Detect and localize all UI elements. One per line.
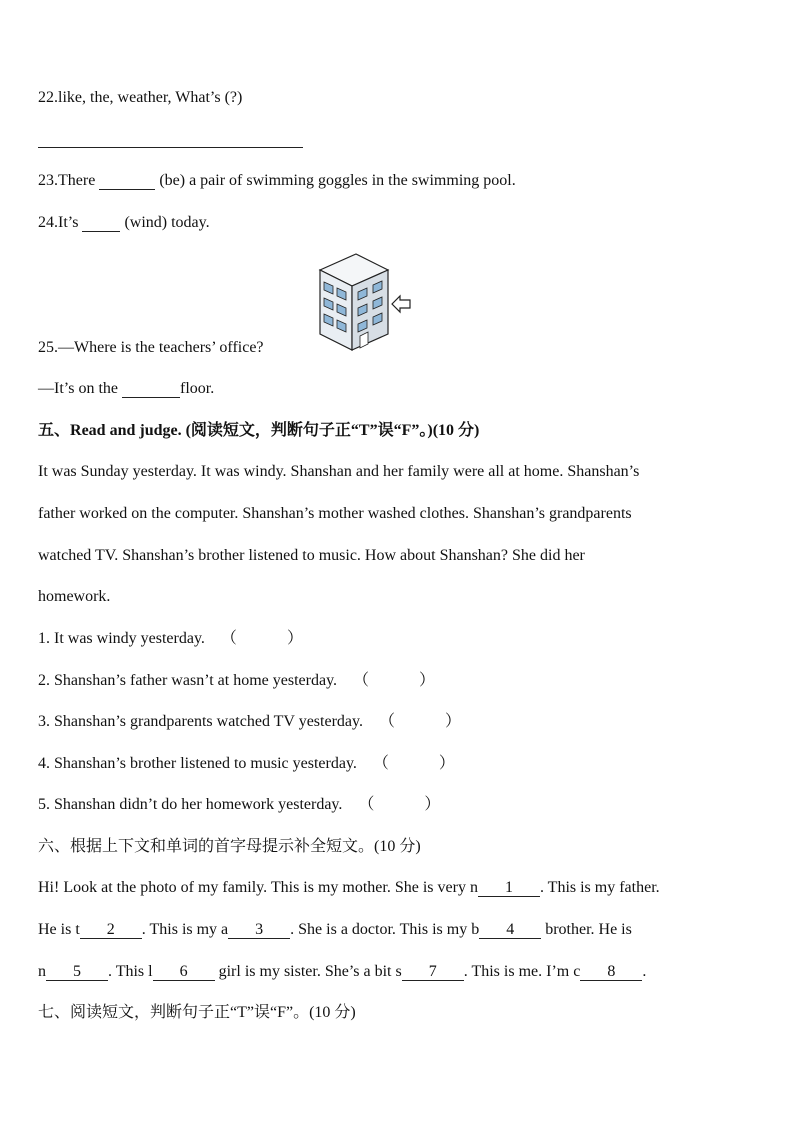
section-5-number: 五、 [38,422,71,439]
cloze-blank-7: 7 [402,964,464,981]
answer-line-22 [38,147,303,148]
section-5-heading [38,421,479,441]
question-24-text-start: 24.It’s [38,214,83,231]
question-22: 22.like, the, weather, What’s (?) [38,89,243,106]
answer-25 [38,379,214,399]
blank-24 [82,215,120,232]
open-paren: （ [353,672,370,689]
cloze-text: . This is me. I’m c [463,963,581,980]
cloze-blank-3: 3 [228,922,290,939]
passage-line: It was Sunday yesterday. It was windy. Shanshan and her family were all at home. Shanshan’s [38,463,640,480]
blank-23 [99,173,155,190]
open-paren: （ [220,630,237,647]
section-5-title-cn: (阅读短文，判断句子正“T”误“F”。)(10 分) [185,422,480,439]
answer-25-text-start: —It’s on the [38,380,122,397]
building-icon [314,250,414,352]
close-paren: ） [444,713,461,730]
close-paren: ） [438,755,455,772]
passage-line: watched TV. Shanshan’s brother listened to music. How about Shanshan? She did her [38,547,585,564]
cloze-text: . She is a doctor. This is my b [290,921,480,938]
cloze-blank-8: 8 [580,964,642,981]
close-paren: ） [424,796,441,813]
judge-item-text: 1. It was windy yesterday. [38,630,205,647]
judge-item-3 [38,712,461,732]
question-24 [38,213,210,233]
cloze-blank-1: 1 [478,880,540,897]
judge-item-text: 5. Shanshan didn’t do her homework yesterday. [38,796,343,813]
cloze-line-2 [38,920,632,940]
cloze-text: girl is my sister. She’s a bit s [214,963,402,980]
cloze-text: brother. He is [541,921,632,938]
judge-item-text: 3. Shanshan’s grandparents watched TV yesterday. [38,713,363,730]
cloze-text: n [38,963,46,980]
question-23 [38,171,516,191]
cloze-text: Hi! Look at the photo of my family. This is my mother. She is very n [38,879,478,896]
close-paren: ） [419,672,436,689]
section-7-heading: 七、阅读短文，判断句子正“T”误“F”。(10 分) [38,1004,356,1021]
question-23-text-start: 23.There [38,172,100,189]
cloze-blank-5: 5 [46,964,108,981]
judge-item-1 [38,629,303,649]
open-paren: （ [372,755,389,772]
cloze-blank-6: 6 [153,964,215,981]
question-23-text-end: (be) a pair of swimming goggles in the swimming pool. [155,172,516,189]
question-24-text-end: (wind) today. [120,214,210,231]
cloze-text: . [642,963,647,980]
blank-25 [122,381,180,398]
judge-item-2 [38,671,435,691]
cloze-text: . This is my father. [539,879,660,896]
cloze-text: He is t [38,921,80,938]
judge-item-5 [38,795,440,815]
cloze-blank-2: 2 [80,922,142,939]
answer-25-text-end: floor. [180,380,215,397]
cloze-line-1 [38,878,660,898]
section-5-title-en: Read and judge. [70,422,186,439]
judge-item-4 [38,754,455,774]
cloze-line-3 [38,962,646,982]
passage-line: homework. [38,588,111,605]
open-paren: （ [378,713,395,730]
cloze-text: . This l [108,963,153,980]
open-paren: （ [358,796,375,813]
question-25: 25.—Where is the teachers’ office? [38,339,264,356]
passage-line: father worked on the computer. Shanshan’s mother washed clothes. Shanshan’s grandparents [38,505,632,522]
cloze-text: . This is my a [141,921,229,938]
judge-item-text: 4. Shanshan’s brother listened to music yesterday. [38,755,357,772]
close-paren: ） [286,630,303,647]
section-6-heading: 六、根据上下文和单词的首字母提示补全短文。(10 分) [38,838,421,855]
cloze-blank-4: 4 [479,922,541,939]
judge-item-text: 2. Shanshan’s father wasn’t at home yesterday. [38,672,338,689]
